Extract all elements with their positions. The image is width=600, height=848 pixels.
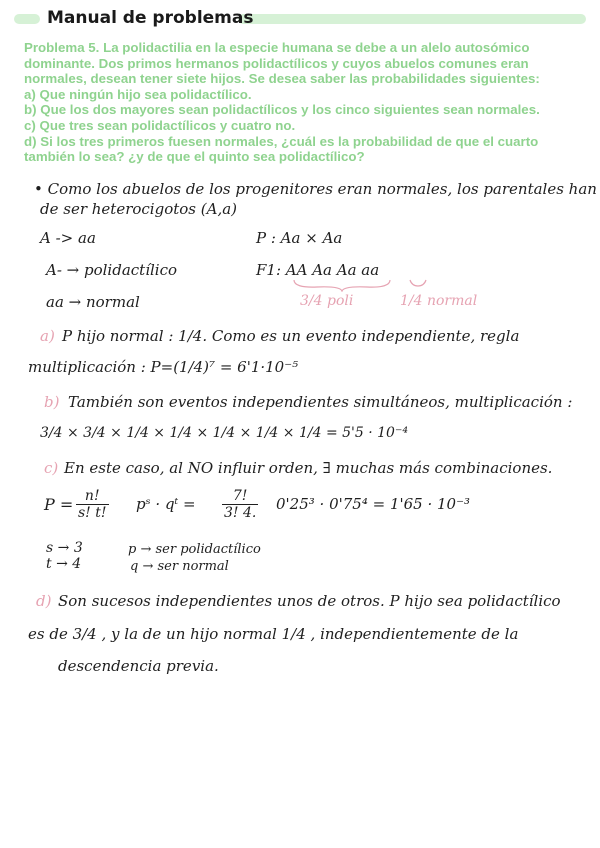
cross-f1: F1: AA Aa Aa aa [256, 261, 380, 279]
frac-1-denominator: s! t! [78, 505, 107, 521]
intro-line-2: de ser heterocigotos (A,a) [40, 200, 238, 218]
page-title: Manual de problemas [47, 8, 254, 28]
formula-pq: pˢ · qᵗ = [136, 495, 196, 513]
answer-c-line-1: En este caso, al NO influir orden, ∃ muchas más combinaciones. [64, 459, 553, 477]
problem-line: normales, desean tener siete hijos. Se desea saber las probabilidades siguientes: [24, 71, 540, 87]
header-accent-left [14, 14, 40, 24]
frac-2-numerator: 7! [222, 488, 258, 505]
problem-line: d) Si los tres primeros fuesen normales, ¿cuál es la probabilidad de que el cuarto [24, 133, 539, 149]
def-t: t → 4 [46, 556, 82, 572]
problem-line: dominante. Dos primos hermanos polidactílicos y cuyos abuelos comunes eran [24, 55, 529, 71]
def-s: s → 3 [46, 540, 83, 556]
label-c: c) [44, 459, 59, 477]
answer-d-line-2: es de 3/4 , y la de un hijo normal 1/4 , independientemente de la [28, 625, 519, 643]
formula-frac-1 [76, 488, 109, 521]
def-q: q → ser normal [130, 559, 229, 574]
label-b: b) [44, 393, 60, 411]
answer-a-line-2: multiplicación : P=(1/4)⁷ = 6'1·10⁻⁵ [28, 358, 299, 376]
answer-b-line-1: También son eventos independientes simultáneos, multiplicación : [68, 393, 573, 411]
def-p: p → ser polidactílico [128, 542, 261, 557]
problem-line: Problema 5. La polidactilia en la especie humana se debe a un alelo autosómico [24, 40, 530, 55]
ratio-normal: 1/4 normal [400, 293, 478, 309]
answer-d-line-1: Son sucesos independientes unos de otros. P hijo sea polidactílico [58, 592, 561, 610]
legend-aa: aa → normal [46, 293, 140, 311]
legend-A: A -> aa [40, 229, 96, 247]
problem-line: también lo sea? ¿y de que el quinto sea polidactílico? [24, 149, 365, 165]
legend-A-dominant: A- → polidactílico [46, 261, 178, 279]
formula-P: P = [44, 495, 74, 514]
answer-d-line-3: descendencia previa. [58, 657, 219, 675]
answer-a-line-1: P hijo normal : 1/4. Como es un evento independiente, regla [62, 327, 520, 345]
label-d: d) [36, 592, 52, 610]
brace-dominant [292, 278, 392, 292]
label-a: a) [40, 327, 55, 345]
problem-statement [24, 40, 586, 165]
problem-line: b) Que los dos mayores sean polidactílicos y los cinco siguientes sean normales. [24, 102, 540, 118]
frac-2-denominator: 3! 4. [224, 505, 257, 521]
brace-recessive [408, 278, 428, 290]
formula-result: 0'25³ · 0'75⁴ = 1'65 · 10⁻³ [276, 495, 471, 513]
formula-frac-2 [222, 488, 258, 521]
frac-1-numerator: n! [76, 488, 109, 505]
cross-parents: P : Aa × Aa [256, 229, 343, 247]
intro-line-1: • Como los abuelos de los progenitores eran normales, los parentales han [34, 180, 597, 198]
answer-b-line-2: 3/4 × 3/4 × 1/4 × 1/4 × 1/4 × 1/4 × 1/4 = 5'5 · 10⁻⁴ [40, 425, 408, 441]
problem-line: a) Que ningún hijo sea polidactílico. [24, 86, 252, 102]
problem-line: c) Que tres sean polidactílicos y cuatro no. [24, 117, 296, 133]
header-accent-bar [238, 14, 586, 24]
ratio-poli: 3/4 poli [300, 293, 354, 309]
